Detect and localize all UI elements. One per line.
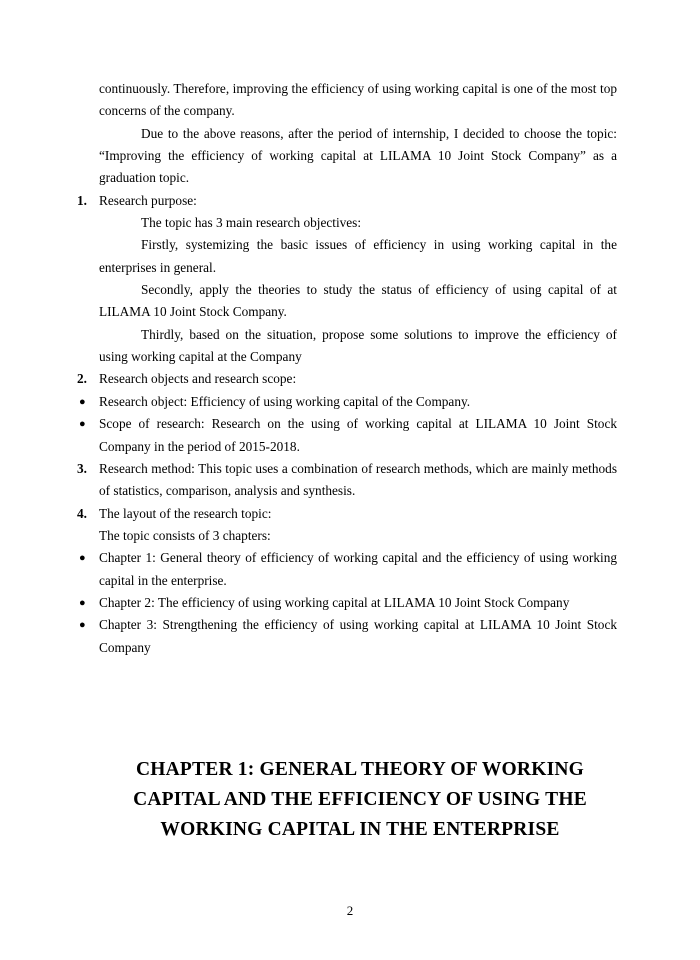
- bullet-item: [79, 413, 617, 458]
- document-body: [77, 78, 617, 659]
- section-number: 4.: [77, 505, 87, 521]
- bullet-text: Chapter 3: Strengthening the efficiency of using working capital at LILAMA 10 Joint Stock Company: [99, 617, 617, 655]
- bullet-text: Scope of research: Research on the using of working capital at LILAMA 10 Joint Stock Company in the period of 2015-2018.: [99, 416, 617, 454]
- bullet-icon: ●: [79, 418, 86, 431]
- objective-2: Secondly, apply the theories to study the status of efficiency of using capital of at LILAMA 10 Joint Stock Company.: [99, 282, 617, 320]
- paragraph-reasons: Due to the above reasons, after the period of internship, I decided to choose the topic: “Improving the efficiency of working capital at LILAMA 10 Joint Stock Company” as a graduation topic.: [99, 125, 617, 186]
- bullet-text: Chapter 1: General theory of efficiency of working capital and the efficiency of using working capital in the enterprise.: [99, 550, 617, 588]
- bullet-item: [79, 547, 617, 592]
- section-title: Research method: This topic uses a combination of research methods, which are mainly methods of statistics, comparison, analysis and synthesis.: [99, 460, 617, 499]
- objective-3: Thirdly, based on the situation, propose some solutions to improve the efficiency of using working capital at the Company: [99, 326, 617, 365]
- bullet-text: Research object: Efficiency of using working capital of the Company.: [99, 393, 471, 409]
- section-title: Research objects and research scope:: [99, 371, 297, 387]
- bullet-icon: ●: [79, 552, 86, 565]
- section-title: The layout of the research topic:: [99, 505, 272, 521]
- chapter-heading: [60, 755, 660, 845]
- paragraph-continuation: continuously. Therefore, improving the efficiency of using working capital is one of the most top concerns of the company.: [99, 81, 617, 119]
- page-number: 2: [346, 903, 354, 918]
- bullet-item: [79, 614, 617, 659]
- chapter-heading-line: WORKING CAPITAL IN THE ENTERPRISE: [160, 819, 560, 840]
- chapters-intro: The topic consists of 3 chapters:: [99, 527, 271, 543]
- section-number: 2.: [77, 371, 87, 387]
- section-number: 3.: [77, 460, 87, 476]
- objectives-intro: The topic has 3 main research objectives:: [141, 215, 362, 231]
- bullet-icon: ●: [79, 619, 86, 632]
- section-research-objects: [77, 368, 617, 390]
- section-number: 1.: [77, 192, 87, 208]
- bullet-item: [79, 391, 617, 413]
- objective-1: Firstly, systemizing the basic issues of efficiency in using working capital in the enterprises in general.: [99, 237, 617, 275]
- chapter-heading-line: CHAPTER 1: GENERAL THEORY OF WORKING: [135, 759, 585, 780]
- bullet-item: [79, 592, 617, 614]
- section-title: Research purpose:: [99, 192, 197, 208]
- chapter-heading-line: CAPITAL AND THE EFFICIENCY OF USING THE: [133, 789, 587, 810]
- bullet-icon: ●: [79, 596, 86, 609]
- bullet-text: Chapter 2: The efficiency of using working capital at LILAMA 10 Joint Stock Company: [99, 594, 570, 610]
- section-research-purpose: [77, 190, 617, 212]
- section-layout: [77, 503, 617, 525]
- section-research-method: [77, 458, 617, 503]
- bullet-icon: ●: [79, 395, 86, 408]
